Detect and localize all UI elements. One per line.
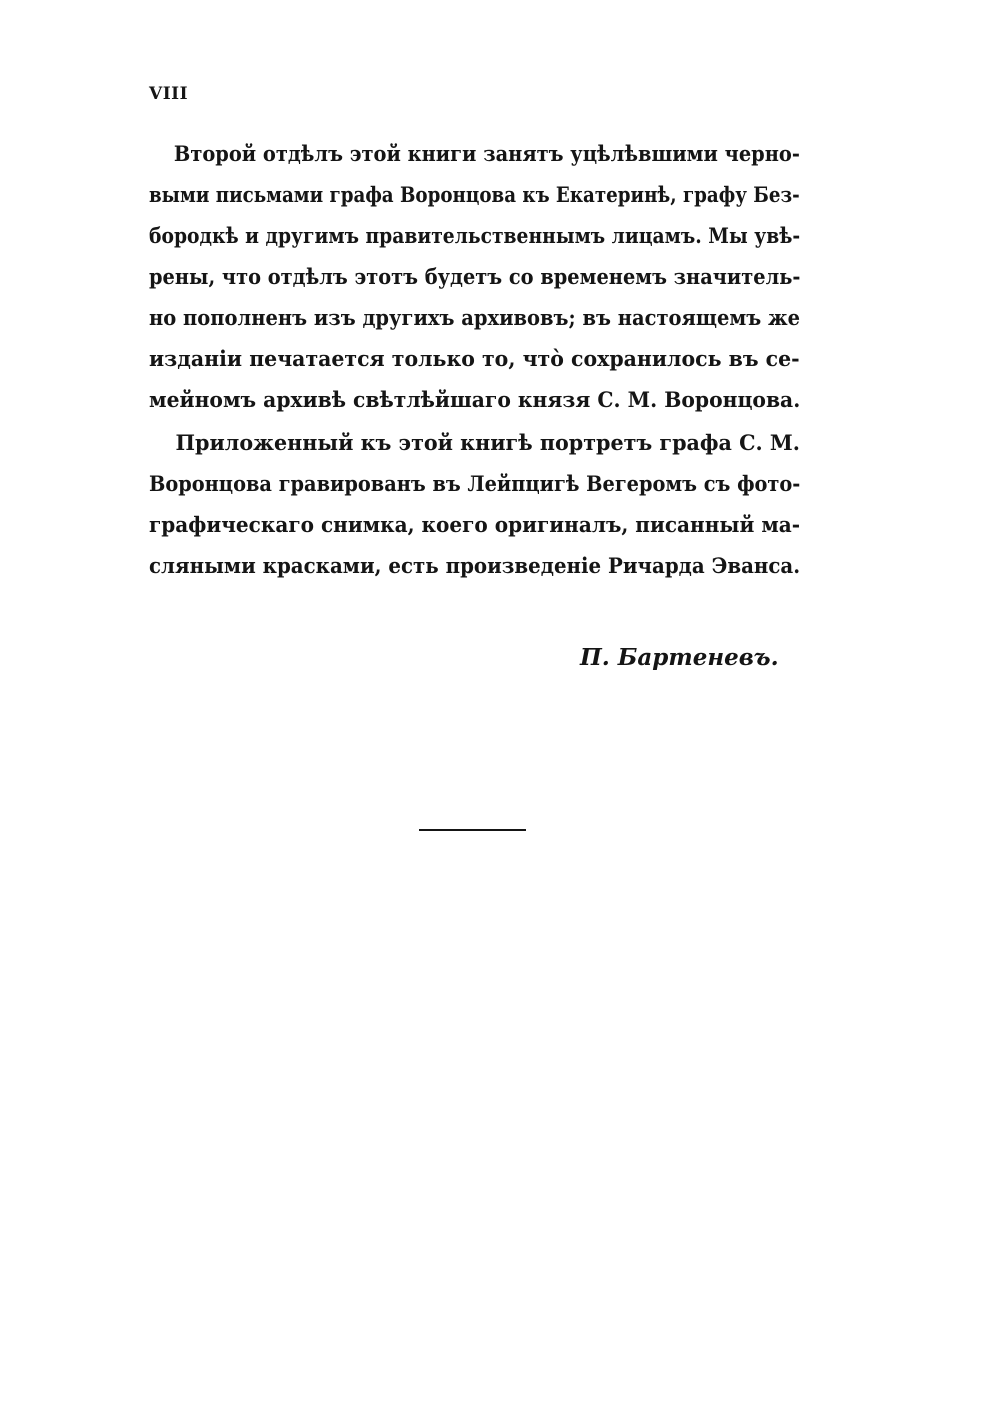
text-line: мейномъ архивѣ свѣтлѣйшаго князя С. М. Воронцова. (149, 387, 801, 412)
text-line: бородкѣ и другимъ правительственнымъ лицамъ. Мы увѣ- (149, 223, 801, 248)
text-line: рены, что отдѣлъ этотъ будетъ со временемъ значитель- (149, 264, 801, 289)
text-line: сляными красками, есть произведеніе Ричарда Эванса. (149, 553, 801, 578)
section-separator (419, 829, 526, 831)
text-line: графическаго снимка, коего оригиналъ, писанный ма- (149, 512, 801, 537)
text-line: Второй отдѣлъ этой книги занятъ уцѣлѣвшими черно- (173, 141, 800, 166)
author-signature: П. Бартеневъ. (580, 644, 779, 671)
paragraph-1 (149, 133, 800, 420)
text-line: изданіи печатается только то, что̀ сохранилось въ се- (149, 346, 800, 371)
text-line: но пополненъ изъ другихъ архивовъ; въ настоящемъ же (149, 305, 801, 330)
text-line: выми письмами графа Воронцова къ Екатеринѣ, графу Без- (149, 182, 800, 207)
paragraph-2 (149, 422, 800, 586)
text-line: Воронцова гравированъ въ Лейпцигѣ Вегеромъ съ фото- (149, 471, 801, 496)
text-line: Приложенный къ этой книгѣ портретъ графа С. М. (175, 430, 800, 455)
page-number: VIII (149, 84, 189, 104)
